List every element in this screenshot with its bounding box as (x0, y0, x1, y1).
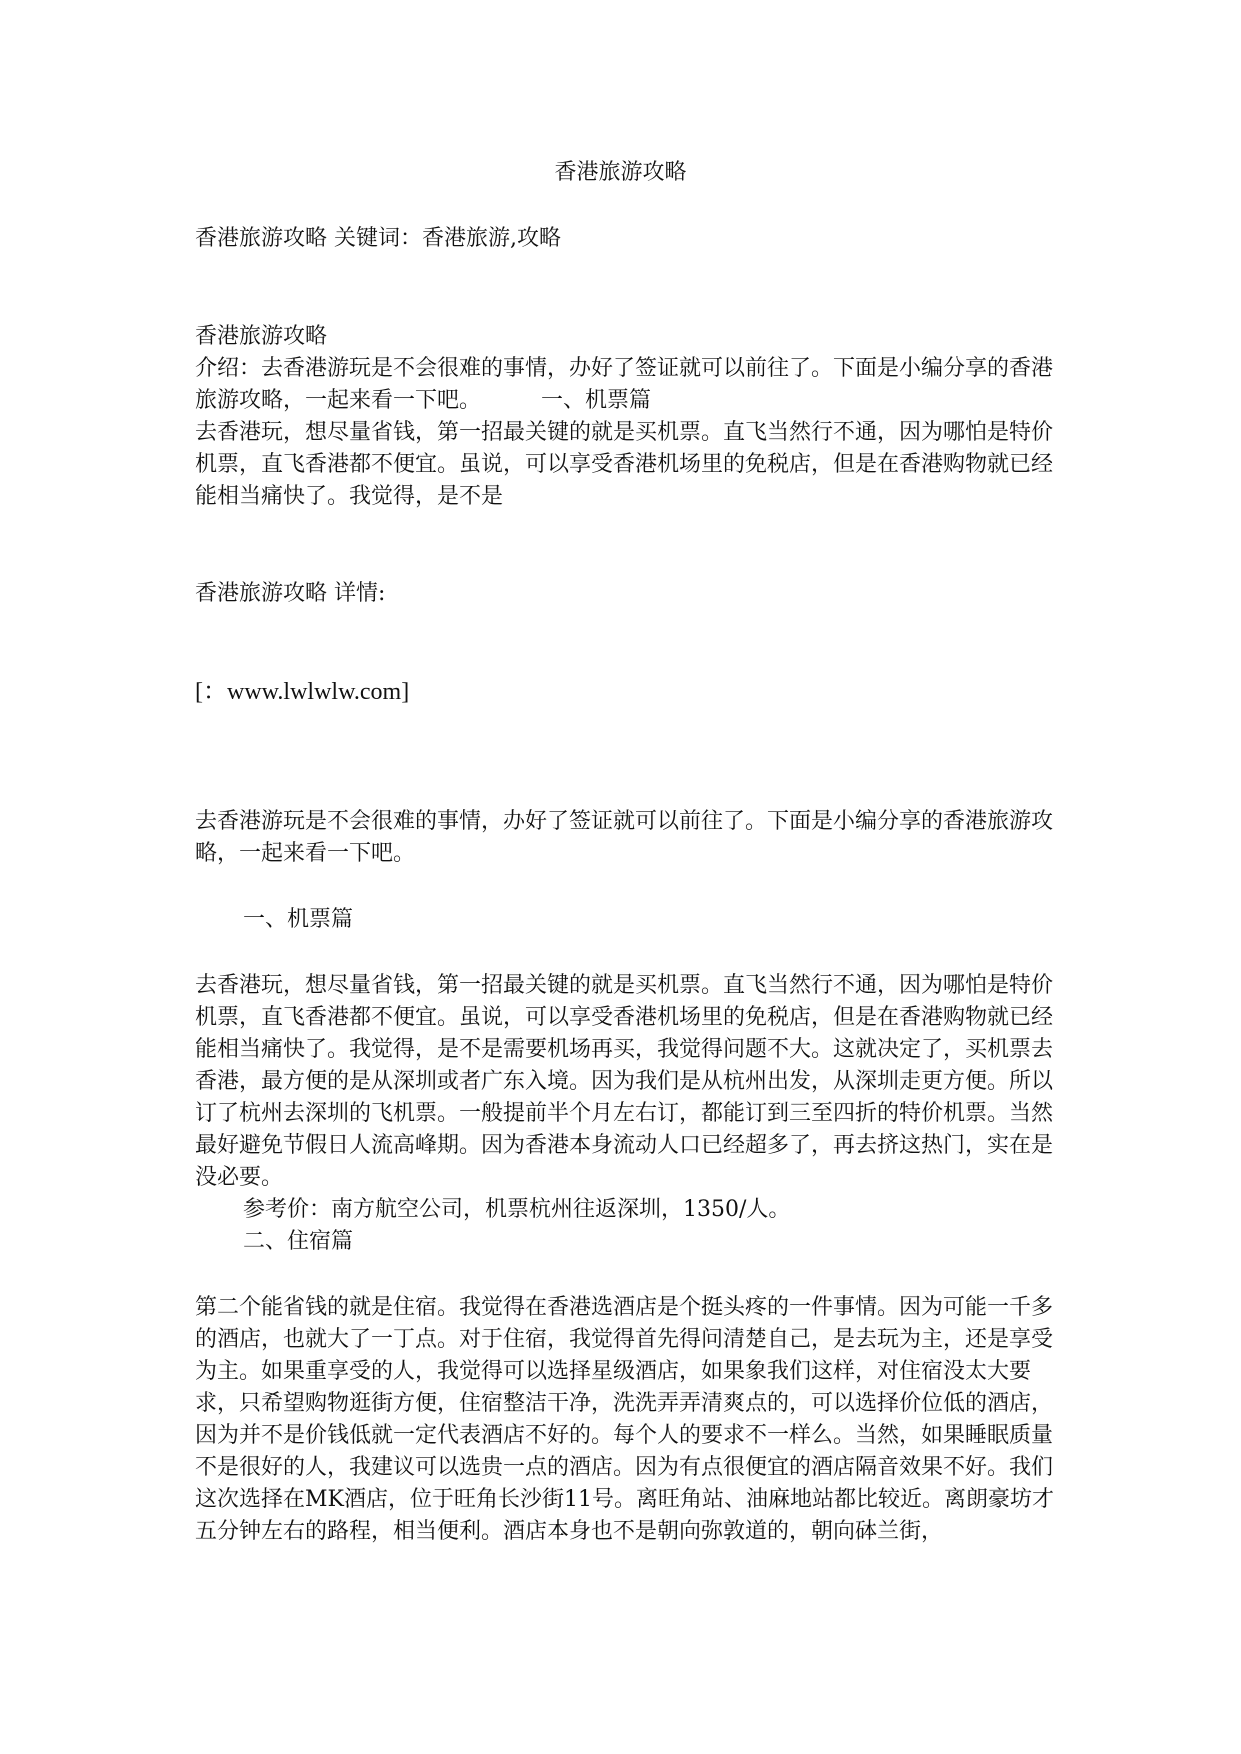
section-text-tickets: 去香港玩，想尽量省钱，第一招最关键的就是买机票。直飞当然行不通，因为哪怕是特价机票，直飞香港都不便宜。虽说，可以享受香港机场里的免税店，但是在香港购物就已经能相当痛快了。我觉得，是不是需要机场再买，我觉得问题不大。这就决定了，买机票去香港，最方便的是从深圳或者广东入境。因为我们是从杭州出发，从深圳走更方便。所以订了杭州去深圳的飞机票。一般提前半个月左右订，都能订到三至四折的特价机票。当然最好避免节假日人流高峰期。因为香港本身流动人口已经超多了，再去挤这热门，实在是没必要。 (195, 973, 1054, 1190)
summary-section-heading: 一、机票篇 (541, 388, 652, 413)
section-heading-tickets: 一、机票篇 (243, 907, 354, 932)
section-heading-lodging: 二、住宿篇 (243, 1229, 354, 1254)
page-title: 香港旅游攻略 (554, 160, 687, 185)
summary-excerpt: 去香港玩，想尽量省钱，第一招最关键的就是买机票。直飞当然行不通，因为哪怕是特价机票，直飞香港都不便宜。虽说，可以享受香港机场里的免税店，但是在香港购物就已经能相当痛快了。我觉得，是不是 (195, 420, 1054, 509)
section-text-lodging: 第二个能省钱的就是住宿。我觉得在香港选酒店是个挺头疼的一件事情。因为可能一千多的酒店，也就大了一丁点。对于住宿，我觉得首先得问清楚自己，是去玩为主，还是享受为主。如果重享受的人，我觉得可以选择星级酒店，如果象我们这样，对住宿没太大要求，只希望购物逛街方便，住宿整洁干净，洗洗弄弄清爽点的，可以选择价位低的酒店，因为并不是价钱低就一定代表酒店不好的。每个人的要求不一样么。当然，如果睡眠质量不是很好的人，我建议可以选贵一点的酒店。因为有点很便宜的酒店隔音效果不好。我们这次选择在MK酒店，位于旺角长沙街11号。离旺角站、油麻地站都比较近。离朗豪坊才五分钟左右的路程，相当便利。酒店本身也不是朝向弥敦道的，朝向砵兰街， (195, 1295, 1054, 1544)
keywords-line: 香港旅游攻略 关键词：香港旅游,攻略 (195, 226, 561, 251)
reference-price: 参考价：南方航空公司，机票杭州往返深圳，1350/人。 (243, 1197, 791, 1222)
source-link[interactable]: [：www.lwlwlw.com] (195, 679, 410, 705)
summary-heading: 香港旅游攻略 (195, 324, 328, 349)
summary-intro (195, 353, 1065, 417)
details-label: 香港旅游攻略 详情: (195, 581, 386, 606)
summary-intro-text: 介绍：去香港游玩是不会很难的事情，办好了签证就可以前往了。下面是小编分享的香港旅游攻略，一起来看一下吧。 (195, 356, 1054, 413)
body-intro: 去香港游玩是不会很难的事情，办好了签证就可以前往了。下面是小编分享的香港旅游攻略，一起来看一下吧。 (195, 809, 1054, 866)
